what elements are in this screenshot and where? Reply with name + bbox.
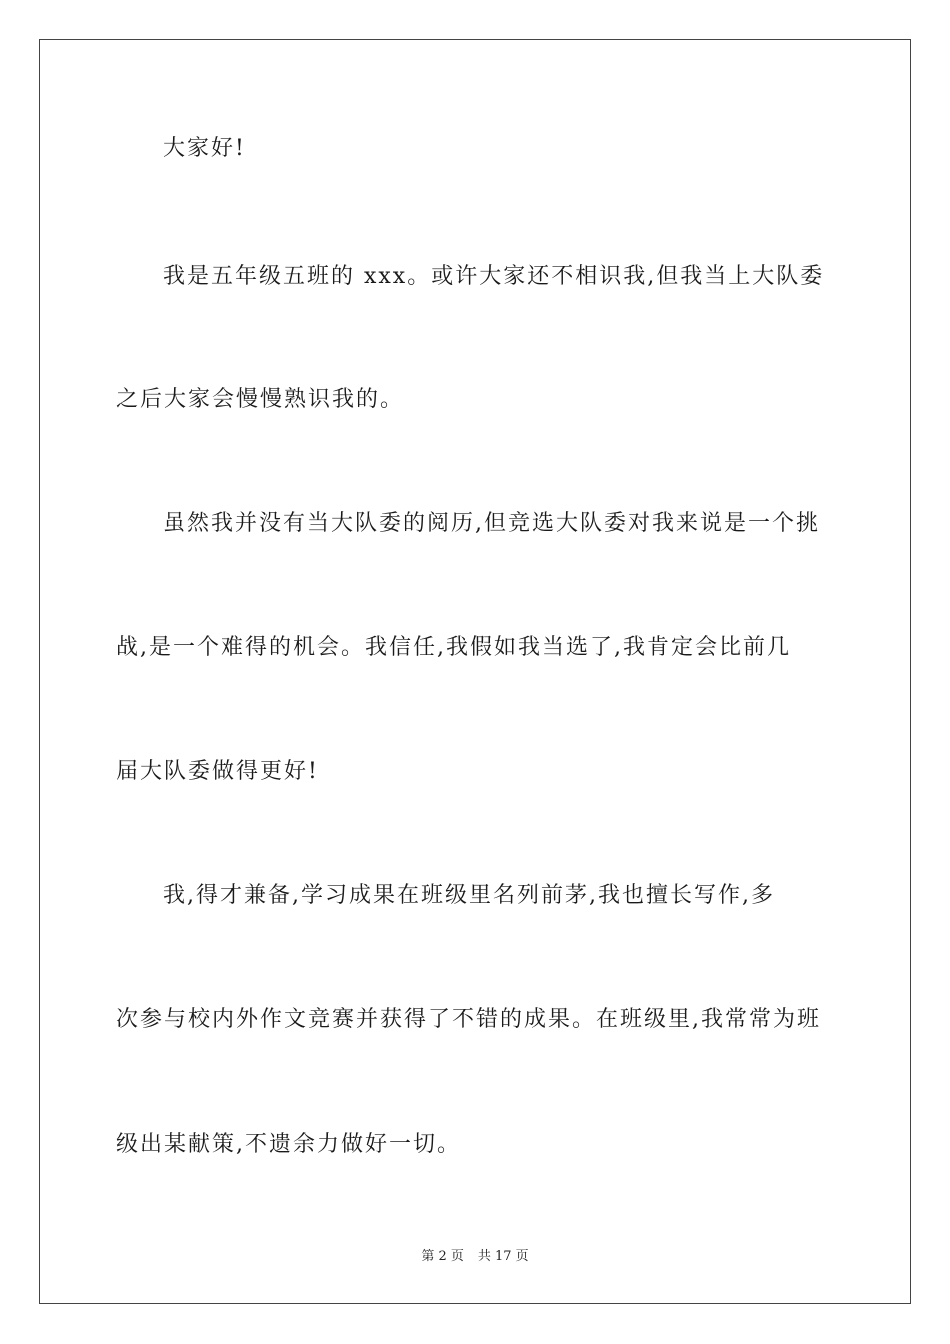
paragraph-3-line-2: 次参与校内外作文竞赛并获得了不错的成果。在班级里,我常常为班	[116, 1007, 821, 1032]
paragraph-3-line-1: 我,得才兼备,学习成果在班级里名列前茅,我也擅长写作,多	[163, 883, 775, 908]
page-frame	[39, 39, 911, 1304]
page-number: 第 2 页	[421, 1249, 464, 1264]
paragraph-3-line-3: 级出某献策,不遗余力做好一切。	[116, 1132, 461, 1157]
paragraph-2-line-2: 战,是一个难得的机会。我信任,我假如我当选了,我肯定会比前几	[116, 635, 791, 660]
page-footer	[0, 1248, 950, 1266]
greeting-line: 大家好!	[163, 136, 246, 161]
page-total: 共 17 页	[477, 1249, 529, 1264]
paragraph-1-line-2: 之后大家会慢慢熟识我的。	[116, 387, 405, 412]
paragraph-2-line-1: 虽然我并没有当大队委的阅历,但竞选大队委对我来说是一个挑	[163, 511, 820, 536]
paragraph-2-line-3: 届大队委做得更好!	[116, 759, 319, 784]
paragraph-1-line-1: 我是五年级五班的 xxx。或许大家还不相识我,但我当上大队委	[163, 264, 825, 289]
